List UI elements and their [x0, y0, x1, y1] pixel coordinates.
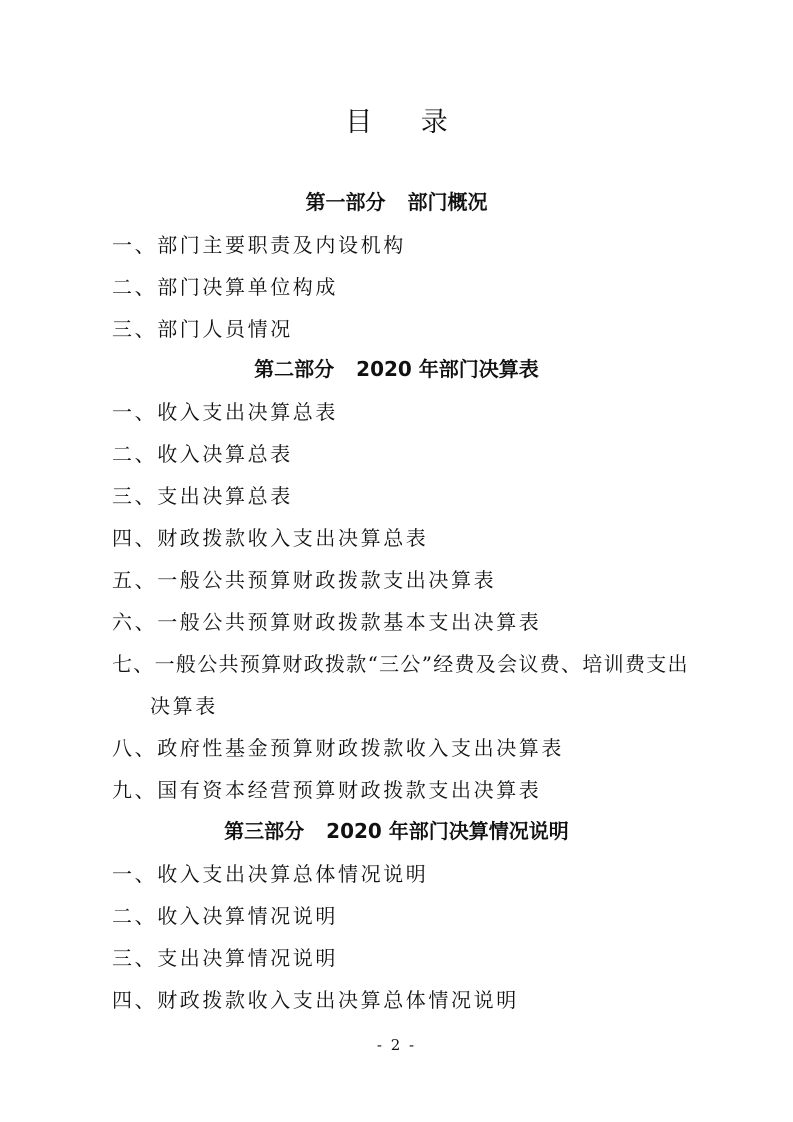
toc-item: 六、一般公共预算财政拨款基本支出决算表: [112, 610, 542, 634]
part3-heading: [0, 818, 793, 844]
toc-item: 一、收入支出决算总表: [112, 400, 338, 424]
toc-item: 七、一般公共预算财政拨款“三公”经费及会议费、培训费支出: [112, 652, 689, 676]
toc-item: 二、部门决算单位构成: [112, 275, 338, 299]
toc-item-continuation: 决算表: [150, 694, 218, 718]
toc-item: 五、一般公共预算财政拨款支出决算表: [112, 568, 497, 592]
toc-item: 一、部门主要职责及内设机构: [112, 233, 406, 257]
toc-item: 四、财政拨款收入支出决算总体情况说明: [112, 988, 519, 1012]
page-number: - 2 -: [376, 1036, 417, 1054]
part1-name: 部门概况: [407, 190, 488, 214]
toc-item: 二、收入决算总表: [112, 442, 293, 466]
toc-item: 三、部门人员情况: [112, 317, 293, 341]
part3-name: 2020 年部门决算情况说明: [326, 819, 569, 843]
toc-item: 二、收入决算情况说明: [112, 904, 338, 928]
toc-item: 一、收入支出决算总体情况说明: [112, 862, 429, 886]
part2-label: 第二部分: [254, 357, 335, 381]
part3-label: 第三部分: [224, 819, 305, 843]
toc-item: 八、政府性基金预算财政拨款收入支出决算表: [112, 736, 564, 760]
part2-heading: [0, 356, 793, 382]
toc-item: 三、支出决算情况说明: [112, 946, 338, 970]
toc-item: 九、国有资本经营预算财政拨款支出决算表: [112, 778, 542, 802]
page-title: 目 录: [345, 107, 468, 138]
part1-label: 第一部分: [305, 190, 386, 214]
part2-name: 2020 年部门决算表: [356, 357, 539, 381]
part1-heading: [0, 189, 793, 215]
toc-item: 四、财政拨款收入支出决算总表: [112, 526, 429, 550]
toc-item: 三、支出决算总表: [112, 484, 293, 508]
